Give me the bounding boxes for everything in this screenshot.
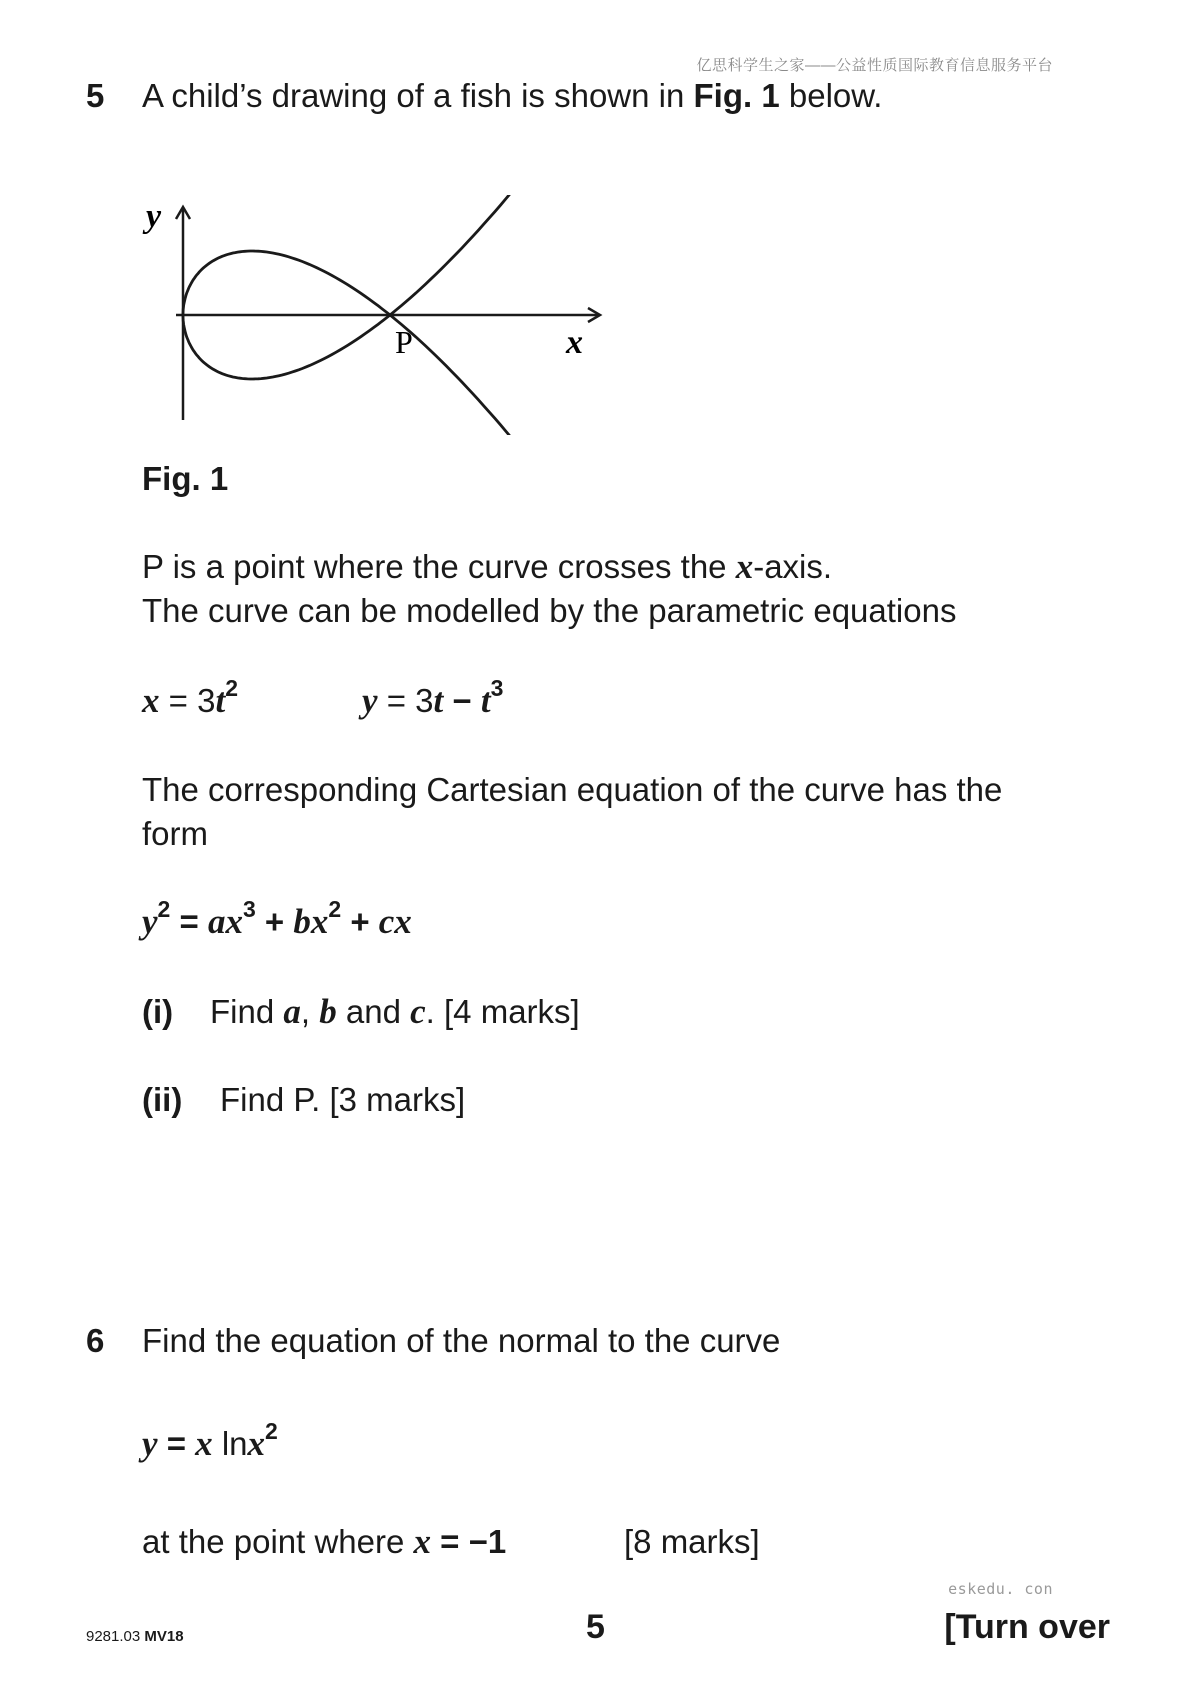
eq-y-lhs: y	[362, 681, 378, 720]
q5-model-line: The curve can be modelled by the parametric equations	[142, 592, 957, 629]
turn-over-label: [Turn over	[944, 1608, 1110, 1646]
part-i-find: Find	[210, 993, 284, 1030]
ceq-equals: =	[170, 903, 208, 940]
q6-eq-exp: 2	[265, 1418, 278, 1444]
header-watermark: 亿思科学生之家——公益性质国际教育信息服务平台	[696, 57, 1053, 74]
point-p-label: P	[395, 324, 413, 360]
q5-p-line-pre: P is a point where the curve crosses the	[142, 548, 736, 585]
part-ii-text: Find P. [3 marks]	[220, 1081, 466, 1118]
eq-y-minus: −	[443, 682, 481, 719]
ceq-plus2: +	[341, 903, 379, 940]
ceq-bx: bx	[293, 902, 329, 941]
q5-intro-fig-ref: Fig. 1	[693, 77, 780, 114]
q5-cartesian-line2: form	[142, 815, 208, 852]
q6-eq-ln: ln	[212, 1425, 248, 1462]
q6-marks: [8 marks]	[624, 1523, 760, 1560]
part-i-b: b	[319, 992, 337, 1031]
part-i-c: c	[410, 992, 426, 1031]
q6-intro: Find the equation of the normal to the curve	[142, 1322, 781, 1359]
ceq-cx: cx	[378, 902, 412, 941]
y-axis-label: y	[146, 198, 162, 235]
question-number-5: 5	[86, 77, 105, 114]
q6-at-eq: = −1	[431, 1523, 507, 1560]
eq-y-var2: t	[480, 681, 491, 720]
ceq-plus1: +	[255, 903, 294, 940]
q5-eq-y	[362, 675, 504, 723]
ceq-y: y	[142, 902, 158, 941]
q6-eq-equals: =	[157, 1425, 196, 1462]
fish-figure	[140, 195, 610, 435]
q5-cartesian-line1: The corresponding Cartesian equation of the curve has the	[142, 771, 1003, 808]
part-i-marks: . [4 marks]	[425, 993, 580, 1030]
ceq-ax-exp: 3	[242, 896, 256, 922]
q5-point-p-line	[142, 545, 832, 589]
bottom-watermark: eskedu. con	[948, 1580, 1053, 1598]
q6-at-pre: at the point where	[142, 1523, 414, 1560]
ceq-bx-exp: 2	[328, 896, 342, 922]
eq-y-exp: 3	[490, 675, 504, 701]
q5-intro-post: below.	[779, 77, 883, 114]
part-ii-label: (ii)	[142, 1081, 183, 1118]
paper-code-session: MV18	[144, 1628, 184, 1645]
part-i-comma: ,	[300, 993, 320, 1030]
q5-intro-pre: A child’s drawing of a fish is shown in	[142, 77, 694, 114]
q5-intro	[142, 74, 882, 118]
q5-p-line-var: x	[735, 547, 754, 586]
q5-p-line-post: -axis.	[753, 548, 833, 585]
eq-x-lhs: x	[142, 681, 160, 720]
eq-x-var: t	[215, 681, 226, 720]
figure-caption: Fig. 1	[142, 460, 229, 497]
ceq-ax: ax	[207, 902, 243, 941]
q6-at-var: x	[413, 1522, 432, 1561]
x-axis-label: x	[566, 324, 583, 361]
q5-eq-x	[142, 675, 238, 723]
part-i-text	[210, 990, 580, 1034]
q6-eq-y: y	[142, 1424, 158, 1463]
q5-cartesian-equation	[142, 896, 412, 944]
eq-x-equals: = 3	[159, 682, 216, 719]
part-i-a: a	[283, 992, 301, 1031]
page-number: 5	[586, 1608, 605, 1646]
part-i-and: and	[336, 993, 411, 1030]
part-i-label: (i)	[142, 993, 174, 1030]
eq-y-var1: t	[433, 681, 444, 720]
q6-at-point	[142, 1520, 506, 1564]
eq-y-equals: = 3	[377, 682, 434, 719]
eq-x-exp: 2	[225, 675, 238, 701]
ceq-y-exp: 2	[157, 896, 171, 922]
question-number-6: 6	[86, 1322, 105, 1359]
q6-eq-x: x	[195, 1424, 213, 1463]
q6-equation	[142, 1418, 278, 1466]
q6-eq-x2: x	[247, 1424, 266, 1463]
paper-code-number: 9281.03	[86, 1628, 145, 1645]
